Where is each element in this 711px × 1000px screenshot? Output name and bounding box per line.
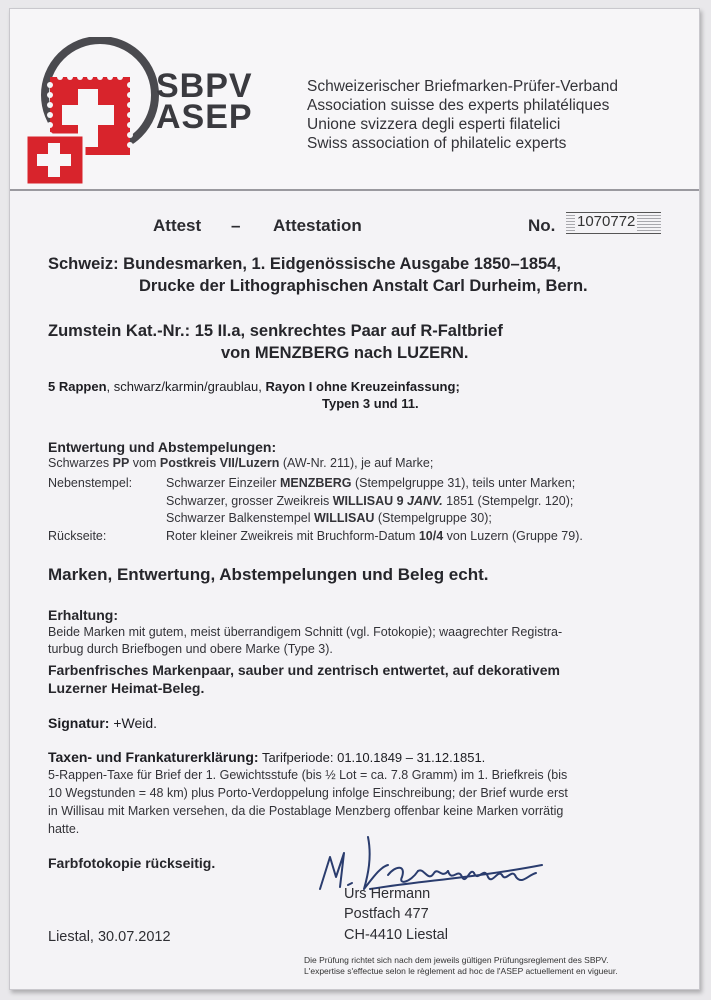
cancellation-line-1 bbox=[48, 456, 433, 470]
taxes-line-2: 10 Wegstunden = 48 km) plus Porto-Verdoppelung infolge Einschreibung; der Brief wurde erst bbox=[48, 786, 568, 800]
neben-line-2 bbox=[166, 494, 573, 508]
stamp-rayon: Rayon I ohne Kreuzeinfassung; bbox=[265, 379, 460, 394]
certificate-number: 1070772 bbox=[577, 213, 636, 230]
n1a: Schwarzer Einzeiler bbox=[166, 476, 280, 490]
stamp-colors: , schwarz/karmin/graublau, bbox=[106, 379, 266, 394]
neben-line-1 bbox=[166, 476, 575, 490]
org-name-it: Unione svizzera degli esperti filatelici bbox=[307, 116, 561, 133]
org-names bbox=[307, 77, 618, 153]
catalog-line-1 bbox=[48, 322, 503, 341]
header bbox=[10, 9, 699, 191]
catalog-prefix: Zumstein Kat.-Nr.: bbox=[48, 322, 191, 340]
neben-label: Nebenstempel: bbox=[48, 476, 133, 490]
taxes-heading: Taxen- und Frankaturerklärung: bbox=[48, 749, 259, 765]
taxes-period: Tarifperiode: 01.10.1849 – 31.12.1851. bbox=[258, 750, 486, 765]
signature-line bbox=[48, 715, 157, 731]
n2b: WILLISAU 9 bbox=[332, 494, 408, 508]
expert-address-2: CH-4410 Liestal bbox=[344, 927, 448, 943]
condition-bold-1: Farbenfrisches Markenpaar, sauber und zentrisch entwertet, auf dekorativem bbox=[48, 662, 560, 678]
condition-bold-2: Luzerner Heimat-Beleg. bbox=[48, 680, 205, 696]
catalog-rest: 15 II.a, senkrechtes Paar auf R-Faltbrief bbox=[190, 322, 503, 340]
footer-de: Die Prüfung richtet sich nach dem jeweils gültigen Prüfungsreglement des SBPV. bbox=[304, 955, 609, 965]
org-abbr-asep: ASEP bbox=[156, 98, 253, 136]
c1a: Schwarzes bbox=[48, 456, 113, 470]
condition-line-2: turbug durch Briefbogen und obere Marke (Type 3). bbox=[48, 642, 333, 656]
stamp-value: 5 Rappen bbox=[48, 379, 107, 394]
n2d: 1851 (Stempelgr. 120); bbox=[442, 494, 574, 508]
certificate-number-label: No. bbox=[528, 216, 556, 235]
c1d: Postkreis VII/Luzern bbox=[159, 456, 280, 470]
c1c: vom bbox=[129, 456, 160, 470]
org-name-en: Swiss association of philatelic experts bbox=[307, 135, 567, 152]
condition-heading: Erhaltung: bbox=[48, 607, 118, 623]
n2c: JANV. bbox=[407, 494, 443, 508]
n3a: Schwarzer Balkenstempel bbox=[166, 511, 314, 525]
taxes-line-4: hatte. bbox=[48, 822, 80, 836]
c1e: (AW-Nr. 211), je auf Marke; bbox=[279, 456, 434, 470]
certificate-sheet bbox=[9, 8, 700, 990]
title-attestation: Attestation bbox=[273, 216, 362, 235]
ra: Roter kleiner Zweikreis mit Bruchform-Datum bbox=[166, 529, 419, 543]
rueckseite-label: Rückseite: bbox=[48, 529, 107, 543]
c1b: PP bbox=[112, 456, 130, 470]
stamp-description-line-2: Typen 3 und 11. bbox=[322, 396, 419, 411]
condition-line-1: Beide Marken mit gutem, meist überrandigem Schnitt (vgl. Fotokopie); waagrechter Registra- bbox=[48, 625, 563, 639]
neben-line-3 bbox=[166, 511, 492, 525]
footer-fr: L'expertise s'effectue selon le règlement ad hoc de l'ASEP actuellement en vigueur. bbox=[304, 966, 618, 976]
n3b: WILLISAU bbox=[313, 511, 375, 525]
photocopy-note: Farbfotokopie rückseitig. bbox=[48, 855, 216, 871]
signature-value: +Weid. bbox=[109, 715, 158, 731]
title-dash: – bbox=[231, 216, 241, 235]
org-name-fr: Association suisse des experts philatéliques bbox=[307, 97, 610, 114]
org-abbreviation bbox=[156, 67, 253, 136]
n1b: MENZBERG bbox=[279, 476, 352, 490]
rb: 10/4 bbox=[418, 529, 444, 543]
taxes-line-1: 5-Rappen-Taxe für Brief der 1. Gewichtsstufe (bis ½ Lot = ca. 7.8 Gramm) im 1. Briefkreis (bis bbox=[48, 768, 568, 782]
taxes-heading-line bbox=[48, 749, 485, 765]
place-date: Liestal, 30.07.2012 bbox=[48, 929, 171, 945]
catalog-line-2: von MENZBERG nach LUZERN. bbox=[221, 344, 469, 362]
expert-name: Urs Hermann bbox=[344, 886, 431, 902]
subject-line-1: Schweiz: Bundesmarken, 1. Eidgenössische Ausgabe 1850–1854, bbox=[48, 255, 561, 273]
signature-label: Signatur: bbox=[48, 715, 110, 731]
taxes-line-3: in Willisau mit Marken versehen, da die Postablage Menzberg offenbar keine Marken vorrätig bbox=[48, 804, 564, 818]
n1c: (Stempelgruppe 31), teils unter Marken; bbox=[351, 476, 576, 490]
expert-address-1: Postfach 477 bbox=[344, 906, 429, 922]
n2a: Schwarzer, grosser Zweikreis bbox=[166, 494, 333, 508]
n3c: (Stempelgruppe 30); bbox=[374, 511, 492, 525]
org-name-de: Schweizerischer Briefmarken-Prüfer-Verband bbox=[307, 78, 618, 95]
rueckseite-line bbox=[166, 529, 583, 543]
stamp-description-line-1 bbox=[48, 379, 460, 394]
subject-line-2: Drucke der Lithographischen Anstalt Carl Durheim, Bern. bbox=[139, 277, 588, 295]
org-abbr-sbpv: SBPV bbox=[156, 67, 253, 105]
cancellation-heading: Entwertung und Abstempelungen: bbox=[48, 439, 277, 455]
rc: von Luzern (Gruppe 79). bbox=[443, 529, 583, 543]
title-attest: Attest bbox=[153, 216, 202, 235]
swiss-cross-stamp-logo bbox=[24, 37, 164, 187]
verdict: Marken, Entwertung, Abstempelungen und Beleg echt. bbox=[48, 565, 489, 584]
